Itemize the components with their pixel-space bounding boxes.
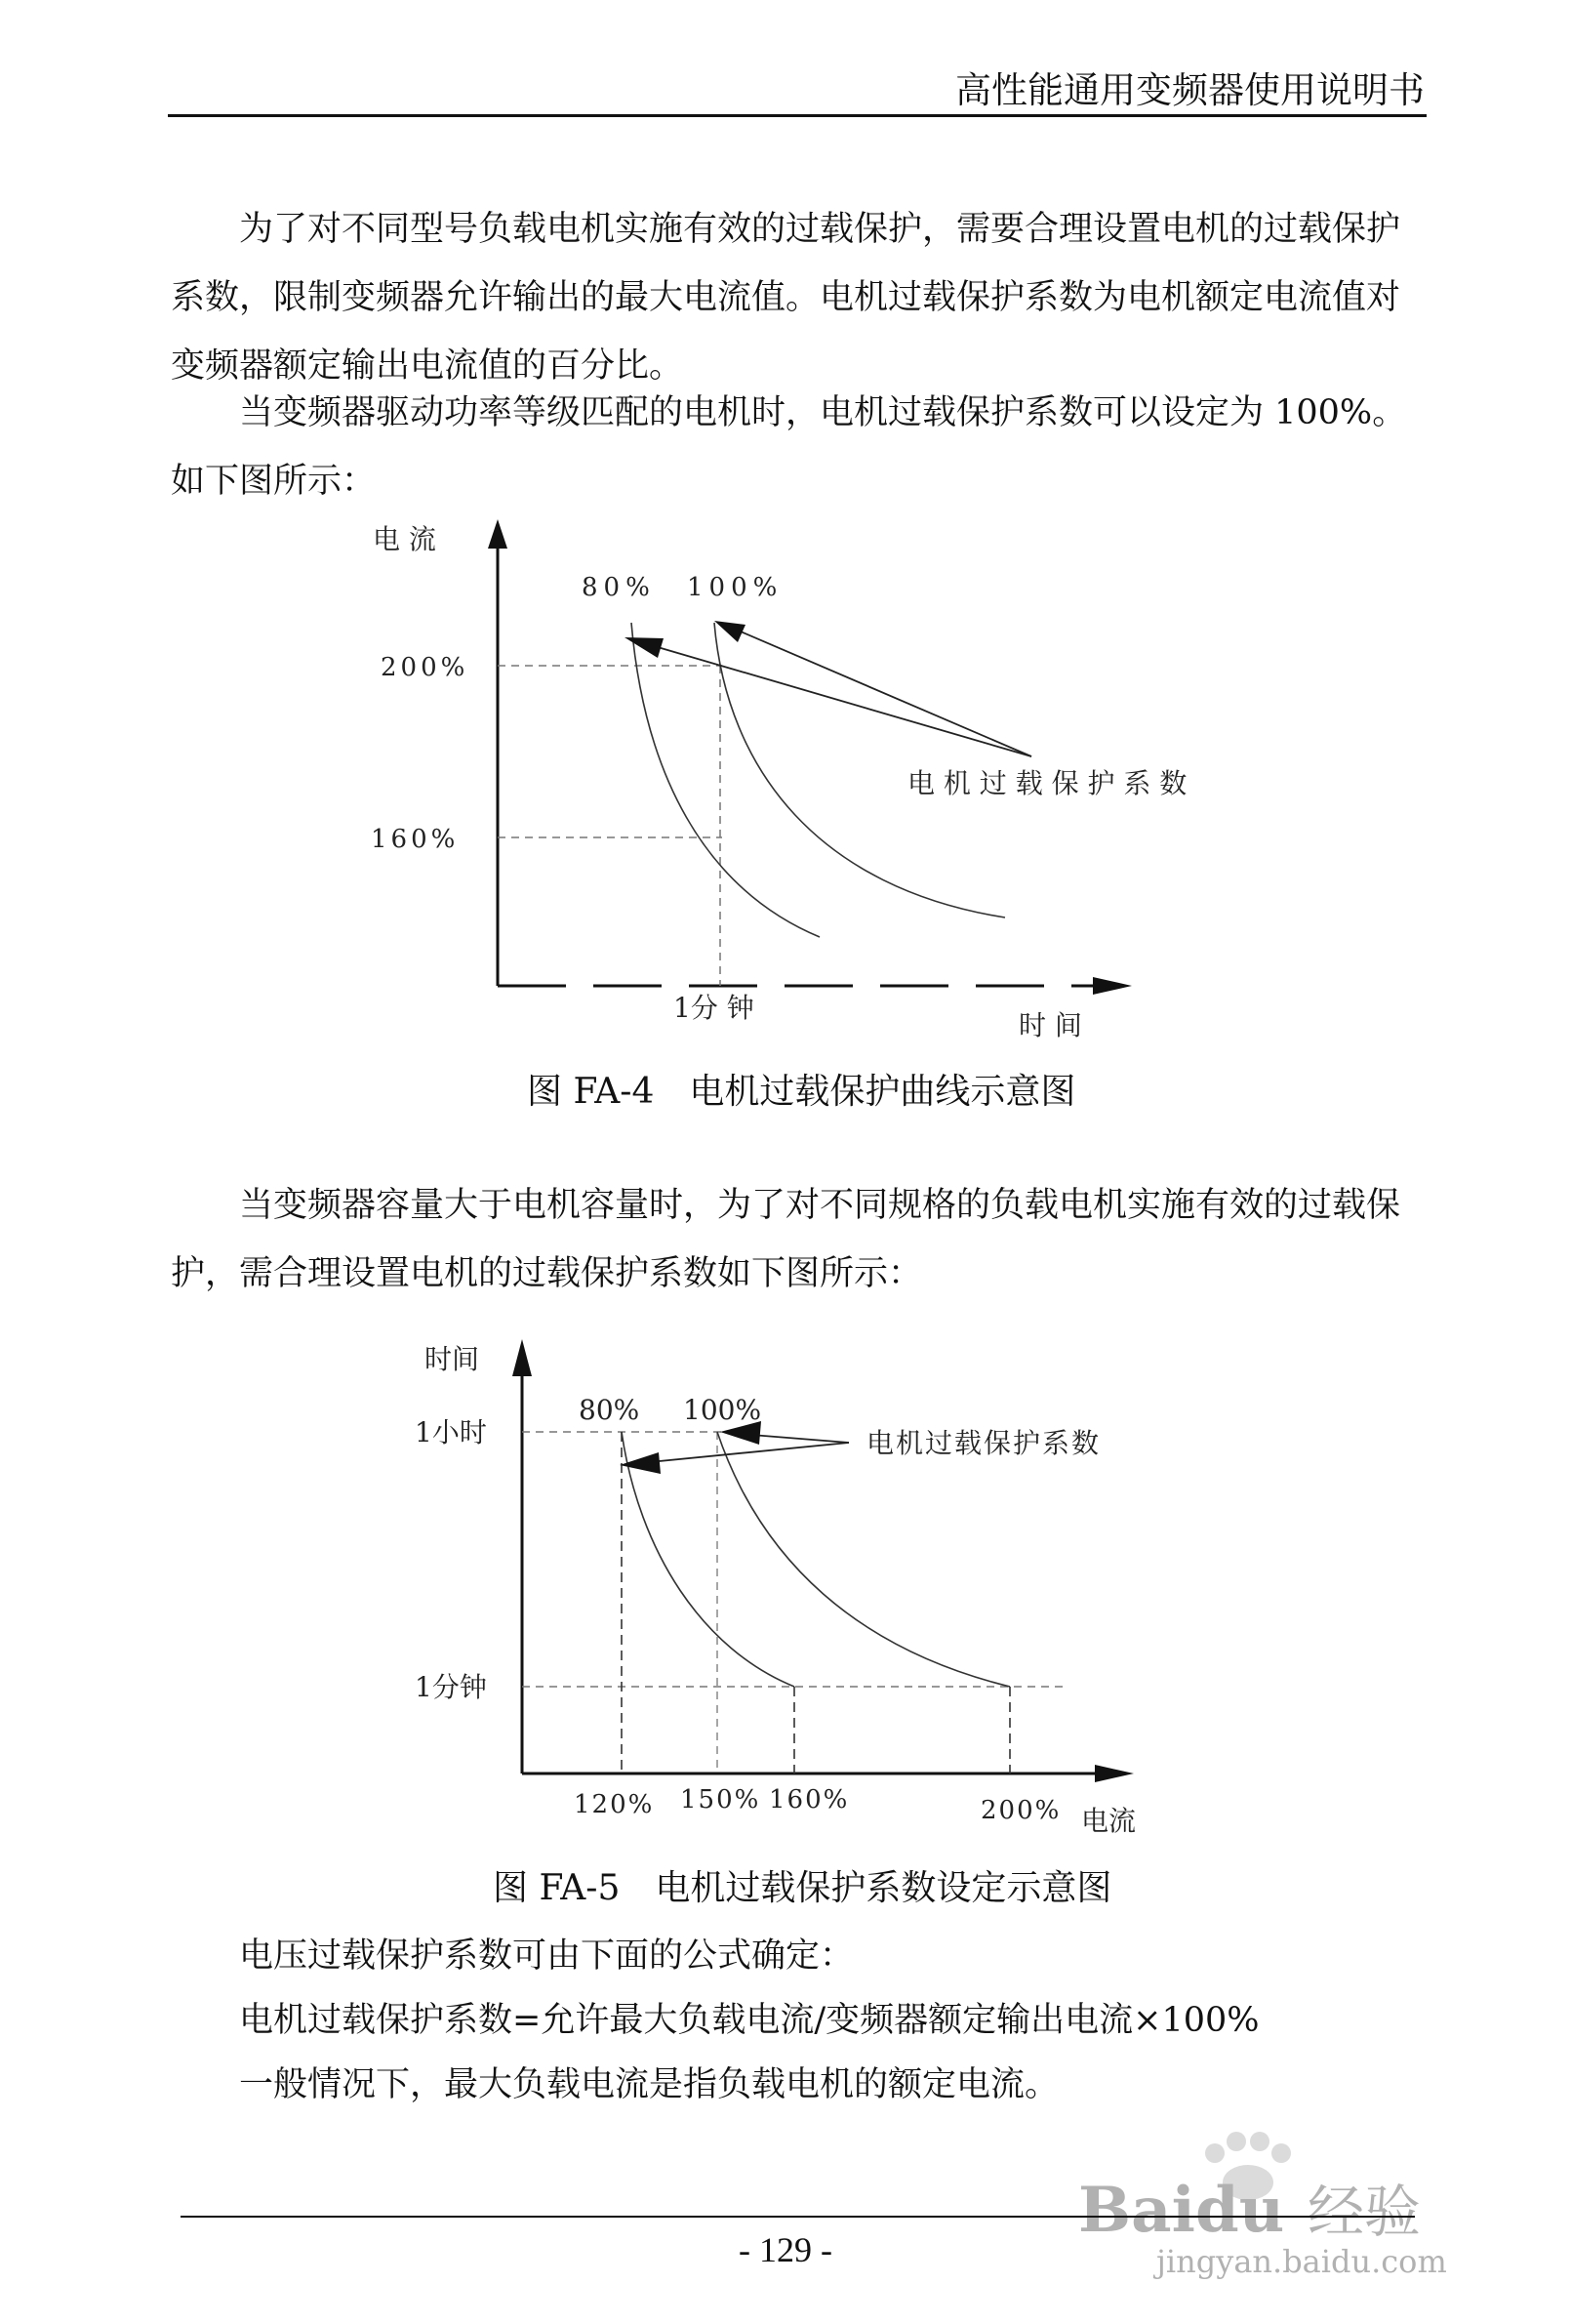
formula-note: 一般情况下，最大负载电流是指负载电机的额定电流。 bbox=[239, 2065, 1060, 2104]
paragraph-3-text: 当变频器容量大于电机容量时，为了对不同规格的负载电机实施有效的过载保护，需合理设置电机的过载保护系数如下图所示： bbox=[171, 1186, 1401, 1293]
figure-2-tick-1h: 1小时 bbox=[415, 1416, 487, 1448]
figure-1-x-label: 时 间 bbox=[1019, 1009, 1082, 1041]
figure-2-y-arrow bbox=[512, 1339, 532, 1376]
figure-2-caption: 图 FA-5 电机过载保护系数设定示意图 bbox=[493, 1868, 1112, 1908]
figure-1-y-label: 电 流 bbox=[373, 523, 436, 555]
figure-2-curve-100 bbox=[717, 1432, 1010, 1687]
figure-1-label-80: 80% bbox=[582, 573, 656, 602]
paragraph-1-text: 为了对不同型号负载电机实施有效的过载保护，需要合理设置电机的过载保护系数，限制变频器允许输出的最大电流值。电机过载保护系数为电机额定电流值对变频器额定输出电流值的百分比。 bbox=[171, 210, 1401, 386]
figure-2-x-tick-120: 120% bbox=[574, 1790, 655, 1819]
figure-1-curve-80 bbox=[631, 623, 820, 937]
svg-text:Bai: Bai bbox=[1078, 2174, 1195, 2247]
baidu-jingyan-watermark bbox=[1068, 2126, 1488, 2282]
figure-1-pointer-2 bbox=[720, 623, 1031, 756]
figure-2-pointer-1 bbox=[629, 1443, 849, 1464]
figure-1-caption: 图 FA-4 电机过载保护曲线示意图 bbox=[527, 1072, 1076, 1112]
figure-2-tick-1min: 1分钟 bbox=[415, 1671, 487, 1703]
figure-2-x-label: 电流 bbox=[1081, 1805, 1137, 1837]
figure-1-pointer-2-head bbox=[714, 621, 745, 642]
figure-1-tick-160: 160% bbox=[371, 825, 460, 854]
formula-text: 电机过载保护系数=允许最大负载电流/变频器额定输出电流×100% bbox=[239, 2001, 1260, 2040]
paragraph-2-text: 当变频器驱动功率等级匹配的电机时，电机过载保护系数可以设定为 100%。如下图所示： bbox=[171, 393, 1407, 501]
figure-1-annotation: 电 机 过 载 保 护 系 数 bbox=[907, 767, 1188, 799]
paragraph-1 bbox=[171, 195, 1410, 400]
svg-text:经验: 经验 bbox=[1308, 2179, 1422, 2245]
figure-1-pointer-1-head bbox=[624, 637, 664, 658]
paragraph-3 bbox=[171, 1171, 1410, 1308]
figure-2-diagram bbox=[390, 1327, 1171, 1835]
figure-2-x-tick-150: 150% bbox=[680, 1785, 761, 1814]
figure-1-pointer-1 bbox=[634, 640, 1031, 756]
figure-1-diagram bbox=[351, 508, 1188, 1054]
figure-2-x-tick-160: 160% bbox=[769, 1785, 850, 1814]
figure-2-label-80: 80% bbox=[579, 1394, 640, 1426]
svg-text:jingyan.baidu.com: jingyan.baidu.com bbox=[1156, 2243, 1447, 2280]
figure-2-y-label: 时间 bbox=[424, 1343, 480, 1375]
header-title: 高性能通用变频器使用说明书 bbox=[955, 69, 1425, 111]
figure-2-label-100: 100% bbox=[683, 1394, 762, 1426]
header-rule bbox=[168, 114, 1427, 117]
formula-intro: 电压过载保护系数可由下面的公式确定： bbox=[239, 1937, 855, 1976]
figure-2-x-arrow bbox=[1095, 1765, 1134, 1782]
figure-2-annotation: 电机过载保护系数 bbox=[866, 1427, 1102, 1459]
figure-1-y-arrow bbox=[488, 519, 507, 549]
paragraph-2 bbox=[171, 379, 1410, 515]
page-number: - 129 - bbox=[739, 2230, 832, 2269]
figure-1-x-arrow bbox=[1093, 977, 1132, 995]
figure-2-x-tick-200: 200% bbox=[981, 1796, 1062, 1825]
figure-1-tick-200: 200% bbox=[381, 653, 469, 682]
svg-text:du: du bbox=[1195, 2174, 1285, 2247]
figure-1-x-tick-1min: 1分 钟 bbox=[673, 992, 754, 1024]
figure-1-label-100: 100% bbox=[687, 573, 784, 602]
